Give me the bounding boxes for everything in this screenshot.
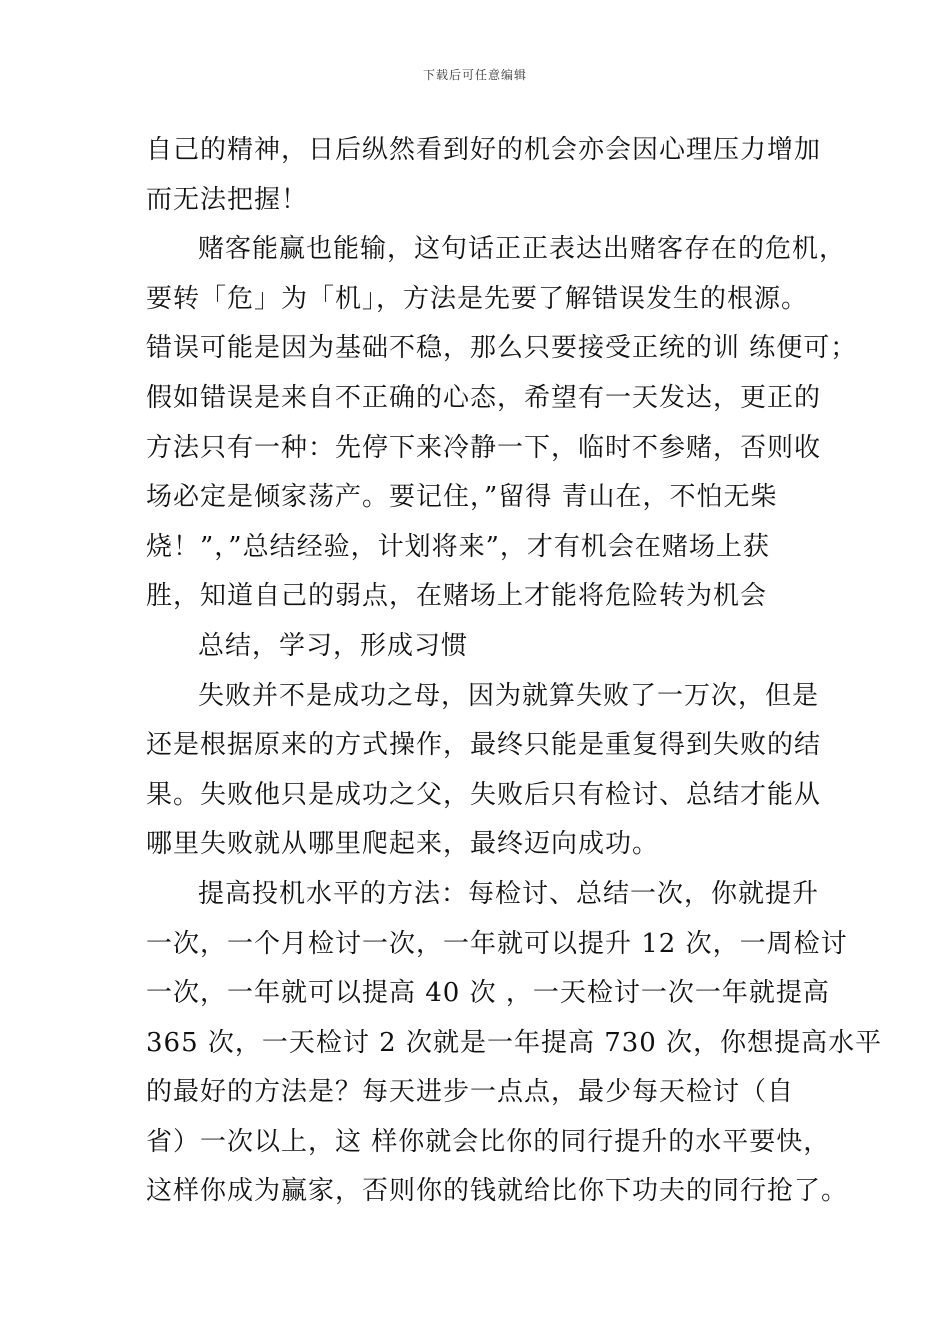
page-header: 下载后可任意编辑 xyxy=(422,68,527,82)
text-line: 果。失败他只是成功之父，失败后只有检讨、总结才能从 xyxy=(146,779,822,810)
text-line: 方法只有一种：先停下来冷静一下，临时不参赌，否则收 xyxy=(146,432,822,463)
text-line: 烧！”，”总结经验，计划将来”，才有机会在赌场上获 xyxy=(146,531,770,562)
text-line: 失败并不是成功之母，因为就算失败了一万次，但是 xyxy=(198,680,820,711)
text-line: 这样你成为赢家，否则你的钱就给比你下功夫的同行抢了。 xyxy=(146,1176,849,1207)
text-line: 要转「危」为「机」，方法是先要了解错误发生的根源。 xyxy=(146,283,809,314)
text-line: 自己的精神，日后纵然看到好的机会亦会因心理压力增加 xyxy=(146,135,822,165)
section-heading: 总结，学习，形成习惯 xyxy=(198,630,469,661)
text-line: 赌客能赢也能输，这句话正正表达出赌客存在的危机， xyxy=(198,234,847,265)
document-body xyxy=(146,126,883,1217)
text-line: 场必定是倾家荡产。要记住，”留得 青山在，不怕无柴 xyxy=(146,482,778,513)
text-line: 而无法把握！ xyxy=(146,184,309,215)
text-line: 一次，一个月检讨一次，一年就可以提升 12 次，一周检讨 xyxy=(146,928,848,959)
text-line: 提高投机水平的方法：每检讨、总结一次，你就提升 xyxy=(198,878,820,909)
text-line: 省）一次以上，这 样你就会比你的同行提升的水平要快， xyxy=(146,1126,831,1157)
text-line: 一次，一年就可以提高 40 次 ，一天检讨一次一年就提高 xyxy=(146,978,830,1009)
text-line: 假如错误是来自不正确的心态，希望有一天发达，更正的 xyxy=(146,382,822,413)
text-line: 的最好的方法是？每天进步一点点，最少每天检讨（自 xyxy=(146,1077,795,1108)
text-line: 哪里失败就从哪里爬起来，最终迈向成功。 xyxy=(146,829,660,860)
text-line: 365 次，一天检讨 2 次就是一年提高 730 次，你想提高水平 xyxy=(146,1027,883,1058)
text-line: 还是根据原来的方式操作，最终只能是重复得到失败的结 xyxy=(146,730,822,761)
text-line: 错误可能是因为基础不稳，那么只要接受正统的训 练便可； xyxy=(146,333,858,364)
text-line: 胜，知道自己的弱点，在赌场上才能将危险转为机会 xyxy=(146,581,768,612)
